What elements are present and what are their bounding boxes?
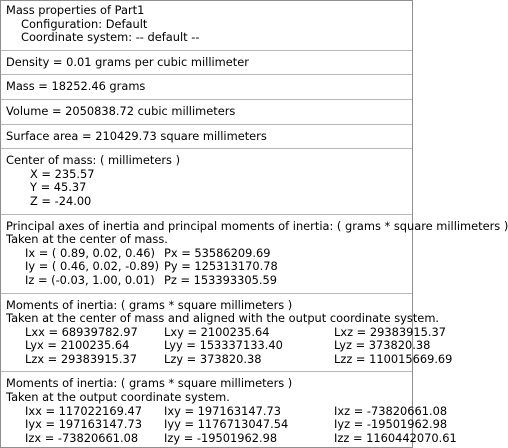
moment-lyy: Lyy = 153337133.40 [164, 338, 283, 353]
principal-axis-iy: Iy = ( 0.46, 0.02, -0.89) [25, 259, 160, 274]
section-divider [6, 143, 466, 154]
moment-iyx: Iyx = 197163147.73 [25, 417, 142, 432]
principal-row [6, 274, 466, 288]
moments-com-row [6, 353, 466, 367]
section-divider [6, 45, 466, 56]
surface-area-line: Surface area = 210429.73 square millimeters [6, 128, 267, 143]
center-of-mass-header: Center of mass: ( millimeters ) [6, 153, 181, 168]
coordinate-system-line: Coordinate system: -- default -- [21, 30, 200, 45]
mass-properties-report [6, 3, 508, 445]
principal-row [6, 260, 466, 274]
moment-ixy: Ixy = 197163147.73 [164, 403, 281, 418]
center-of-mass-x: X = 235.57 [30, 166, 95, 181]
volume-line: Volume = 2050838.72 cubic millimeters [6, 103, 236, 118]
principal-axis-ix: Ix = ( 0.89, 0.02, 0.46) [25, 245, 155, 260]
section-divider [6, 69, 466, 80]
moment-izx: Izx = -73820661.08 [25, 430, 139, 445]
moment-lxz: Lxz = 29383915.37 [334, 324, 446, 339]
section-divider [6, 209, 466, 220]
section-divider [6, 94, 466, 105]
principal-axes-header: Principal axes of inertia and principal moments of inertia: ( grams * square millimeters ) [6, 218, 508, 233]
principal-axes-taken-at: Taken at the center of mass. [6, 232, 168, 247]
section-divider [6, 288, 466, 299]
moments-output-row [6, 418, 466, 432]
moments-com-header: Moments of inertia: ( grams * square millimeters ) [6, 297, 293, 312]
principal-moment-py: Py = 125313170.78 [164, 259, 278, 274]
principal-row [6, 247, 466, 261]
principal-moment-pz: Pz = 153393305.59 [164, 272, 277, 287]
mass-line: Mass = 18252.46 grams [6, 79, 146, 94]
moment-lzy: Lzy = 373820.38 [164, 351, 262, 366]
section-divider [6, 366, 466, 377]
moments-com-row [6, 339, 466, 353]
moment-ixz: Ixz = -73820661.08 [334, 403, 448, 418]
principal-axis-iz: Iz = (-0.03, 1.00, 0.01) [25, 272, 155, 287]
section-divider [6, 119, 466, 130]
moment-lyx: Lyx = 2100235.64 [25, 338, 130, 353]
center-of-mass-z: Z = -24.00 [30, 193, 92, 208]
moment-iyz: Iyz = -19501962.98 [334, 417, 448, 432]
configuration-line: Configuration: Default [21, 16, 148, 31]
moment-ixx: Ixx = 117022169.47 [25, 403, 142, 418]
moments-output-row [6, 405, 466, 419]
moment-izy: Izy = -19501962.98 [164, 430, 278, 445]
moments-com-taken-at: Taken at the center of mass and aligned with the output coordinate system. [6, 311, 440, 326]
moments-output-row [6, 432, 466, 446]
moments-output-header: Moments of inertia: ( grams * square millimeters ) [6, 376, 293, 391]
moment-lzz: Lzz = 110015669.69 [334, 351, 453, 366]
moment-iyy: Iyy = 1176713047.54 [164, 417, 289, 432]
principal-moment-px: Px = 53586209.69 [164, 245, 271, 260]
report-title: Mass properties of Part1 [6, 3, 145, 17]
moment-lxx: Lxx = 68939782.97 [25, 324, 138, 339]
moments-com-row [6, 326, 466, 340]
center-of-mass-y: Y = 45.37 [30, 180, 87, 195]
density-line: Density = 0.01 grams per cubic millimeter [6, 54, 249, 69]
moment-lyz: Lyz = 373820.38 [334, 338, 431, 353]
moment-lxy: Lxy = 2100235.64 [164, 324, 270, 339]
moment-izz: Izz = 1160442070.61 [334, 430, 457, 445]
moment-lzx: Lzx = 29383915.37 [25, 351, 137, 366]
moments-output-taken-at: Taken at the output coordinate system. [6, 390, 230, 405]
